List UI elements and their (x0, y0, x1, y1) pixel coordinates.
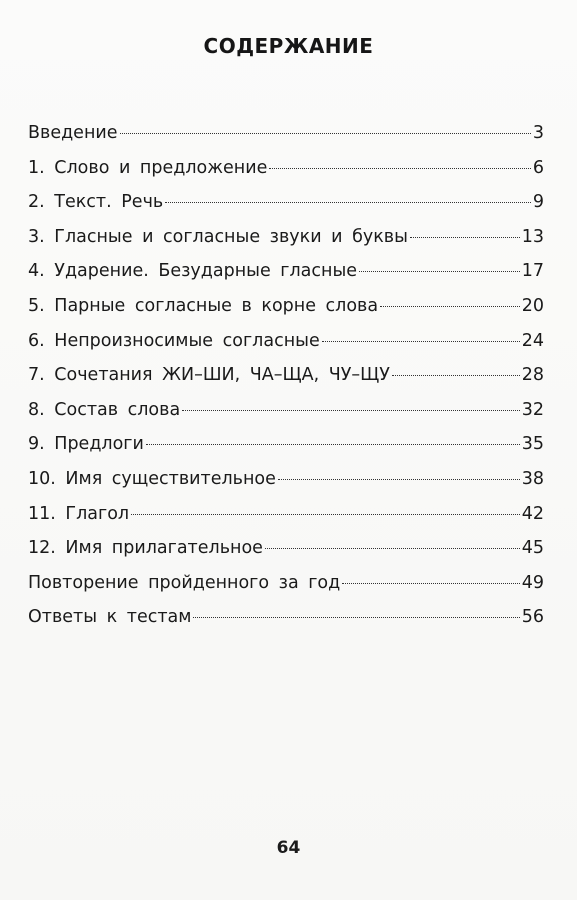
dot-leader (193, 617, 519, 618)
toc-entry-5[interactable] (28, 289, 544, 324)
dot-leader (322, 341, 520, 342)
toc-entry-number: 12. (28, 538, 56, 559)
toc-entry-2[interactable] (28, 185, 544, 220)
toc-entry-text: Парные согласные в корне слова (54, 295, 379, 316)
dot-leader (278, 479, 520, 480)
toc-entry-page: 13 (521, 226, 544, 247)
toc-entry-8[interactable] (28, 393, 544, 428)
toc-entry-text: Ударение. Безударные гласные (54, 261, 358, 282)
toc-entry-text: Предлоги (54, 434, 144, 455)
toc-entry-text: Сочетания ЖИ–ШИ, ЧА–ЩА, ЧУ–ЩУ (54, 365, 390, 386)
toc-entry-number: 2. (28, 192, 45, 213)
dot-leader (380, 306, 520, 307)
toc-entry-number: 8. (28, 399, 45, 420)
toc-entry-text: Введение (28, 123, 118, 143)
toc-entry-text: Слово и предложение (54, 157, 268, 178)
toc-entry-text: Состав слова (54, 399, 181, 420)
toc-entry-10[interactable] (28, 462, 544, 497)
toc-entry-page: 56 (521, 607, 544, 628)
toc-entry-text: Ответы к тестам (28, 607, 192, 628)
page-title: СОДЕРЖАНИЕ (203, 34, 374, 58)
toc-entry-1[interactable] (28, 151, 544, 186)
toc-entry-6[interactable] (28, 324, 544, 359)
toc-entry-number: 1. (28, 157, 45, 178)
dot-leader (131, 514, 520, 515)
toc-entry-9[interactable] (28, 427, 544, 462)
dot-leader (146, 444, 520, 445)
dot-leader (265, 548, 520, 549)
toc-entry-page: 32 (521, 399, 544, 420)
toc-entry-text: Повторение пройденного за год (28, 572, 341, 593)
dot-leader (120, 133, 531, 134)
dot-leader (359, 271, 520, 272)
toc-entry-text: Непроизносимые согласные (54, 330, 320, 351)
toc-entry-page: 17 (521, 261, 544, 282)
toc-entry-number: 10. (28, 468, 56, 489)
toc-entry-page: 42 (521, 503, 544, 524)
toc-entry-text: Имя прилагательное (65, 538, 263, 559)
toc-entry-number: 7. (28, 365, 45, 386)
toc-entry-page: 35 (521, 434, 544, 455)
toc-entry-4[interactable] (28, 254, 544, 289)
table-of-contents (28, 116, 544, 635)
toc-entry-text: Текст. Речь (54, 192, 164, 213)
toc-entry-introduction[interactable] (28, 116, 544, 151)
toc-entry-7[interactable] (28, 358, 544, 393)
toc-entry-page: 9 (532, 192, 544, 213)
toc-entry-number: 6. (28, 330, 45, 351)
dot-leader (165, 202, 531, 203)
toc-entry-page: 6 (532, 157, 544, 178)
toc-entry-12[interactable] (28, 531, 544, 566)
toc-entry-page: 28 (521, 365, 544, 386)
toc-entry-page: 38 (521, 468, 544, 489)
toc-entry-text: Имя существительное (65, 468, 276, 489)
toc-entry-page: 20 (521, 295, 544, 316)
toc-entry-page: 49 (521, 572, 544, 593)
toc-entry-answers[interactable] (28, 600, 544, 635)
dot-leader (269, 168, 531, 169)
toc-entry-number: 5. (28, 295, 45, 316)
toc-entry-number: 4. (28, 261, 45, 282)
dot-leader (182, 410, 520, 411)
toc-entry-review[interactable] (28, 566, 544, 601)
toc-entry-text: Гласные и согласные звуки и буквы (54, 226, 408, 247)
toc-entry-number: 3. (28, 226, 45, 247)
dot-leader (342, 583, 519, 584)
toc-entry-page: 45 (521, 538, 544, 559)
toc-entry-text: Глагол (65, 503, 130, 524)
toc-entry-11[interactable] (28, 497, 544, 532)
dot-leader (392, 375, 520, 376)
dot-leader (410, 237, 520, 238)
page-number: 64 (276, 838, 301, 858)
toc-entry-3[interactable] (28, 220, 544, 255)
toc-entry-number: 9. (28, 434, 45, 455)
toc-entry-number: 11. (28, 503, 56, 524)
toc-entry-page: 24 (521, 330, 544, 351)
toc-entry-page: 3 (532, 123, 544, 143)
